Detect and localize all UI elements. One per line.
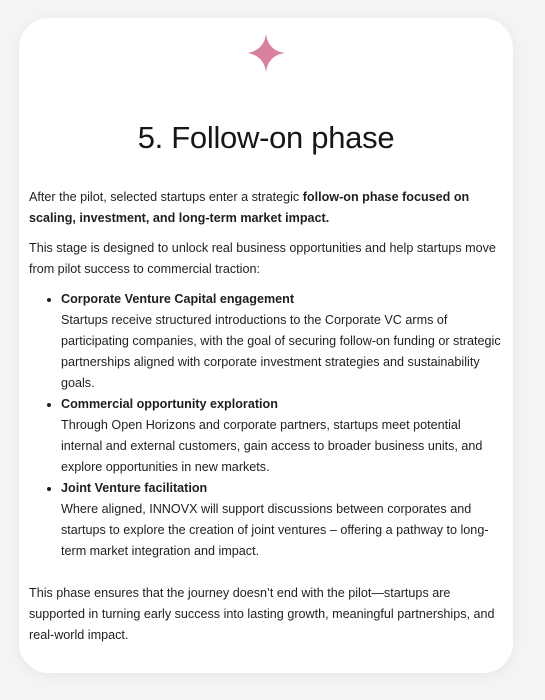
- bullet-icon: [47, 487, 51, 491]
- section-title: 5. Follow-on phase: [137, 120, 395, 155]
- bullet-icon: [47, 403, 51, 407]
- bullet-icon: [47, 298, 51, 302]
- section-body: [29, 187, 505, 655]
- list-item: [61, 478, 505, 562]
- list-item: [61, 394, 505, 478]
- list-item-description: Where aligned, INNOVX will support discussions between corporates and startups to explore the creation of joint ventures – offering a pathway to long-term market integration and impact.: [61, 502, 489, 558]
- list-item: [61, 289, 505, 394]
- intro-lead: After the pilot, selected startups enter a strategic: [29, 190, 303, 204]
- sparkle-icon: [246, 33, 286, 73]
- stage-paragraph: This stage is designed to unlock real business opportunities and help startups move from pilot success to commercial traction:: [29, 241, 496, 276]
- list-item-title: Commercial opportunity exploration: [61, 397, 278, 411]
- list-item-description: Through Open Horizons and corporate partners, startups meet potential internal and external customers, gain access to broader business units, and explore opportunities in new markets.: [61, 418, 483, 474]
- intro-bold: follow-on phase focused on scaling, investment, and long-term market impact.: [29, 190, 470, 225]
- list-item-title: Corporate Venture Capital engagement: [61, 292, 295, 306]
- closing-paragraph: This phase ensures that the journey doesn’t end with the pilot—startups are supported in turning early success into lasting growth, meaningful partnerships, and real-world impact.: [29, 586, 495, 642]
- follow-on-phase-card: [19, 18, 513, 673]
- intro-paragraph: [29, 187, 505, 229]
- list-item-description: Startups receive structured introductions to the Corporate VC arms of participating companies, with the goal of securing follow-on funding or strategic partnerships aligned with corporate investment strategies and sustainability goals.: [61, 313, 501, 390]
- list-item-title: Joint Venture facilitation: [61, 481, 208, 495]
- opportunity-list: [29, 289, 505, 562]
